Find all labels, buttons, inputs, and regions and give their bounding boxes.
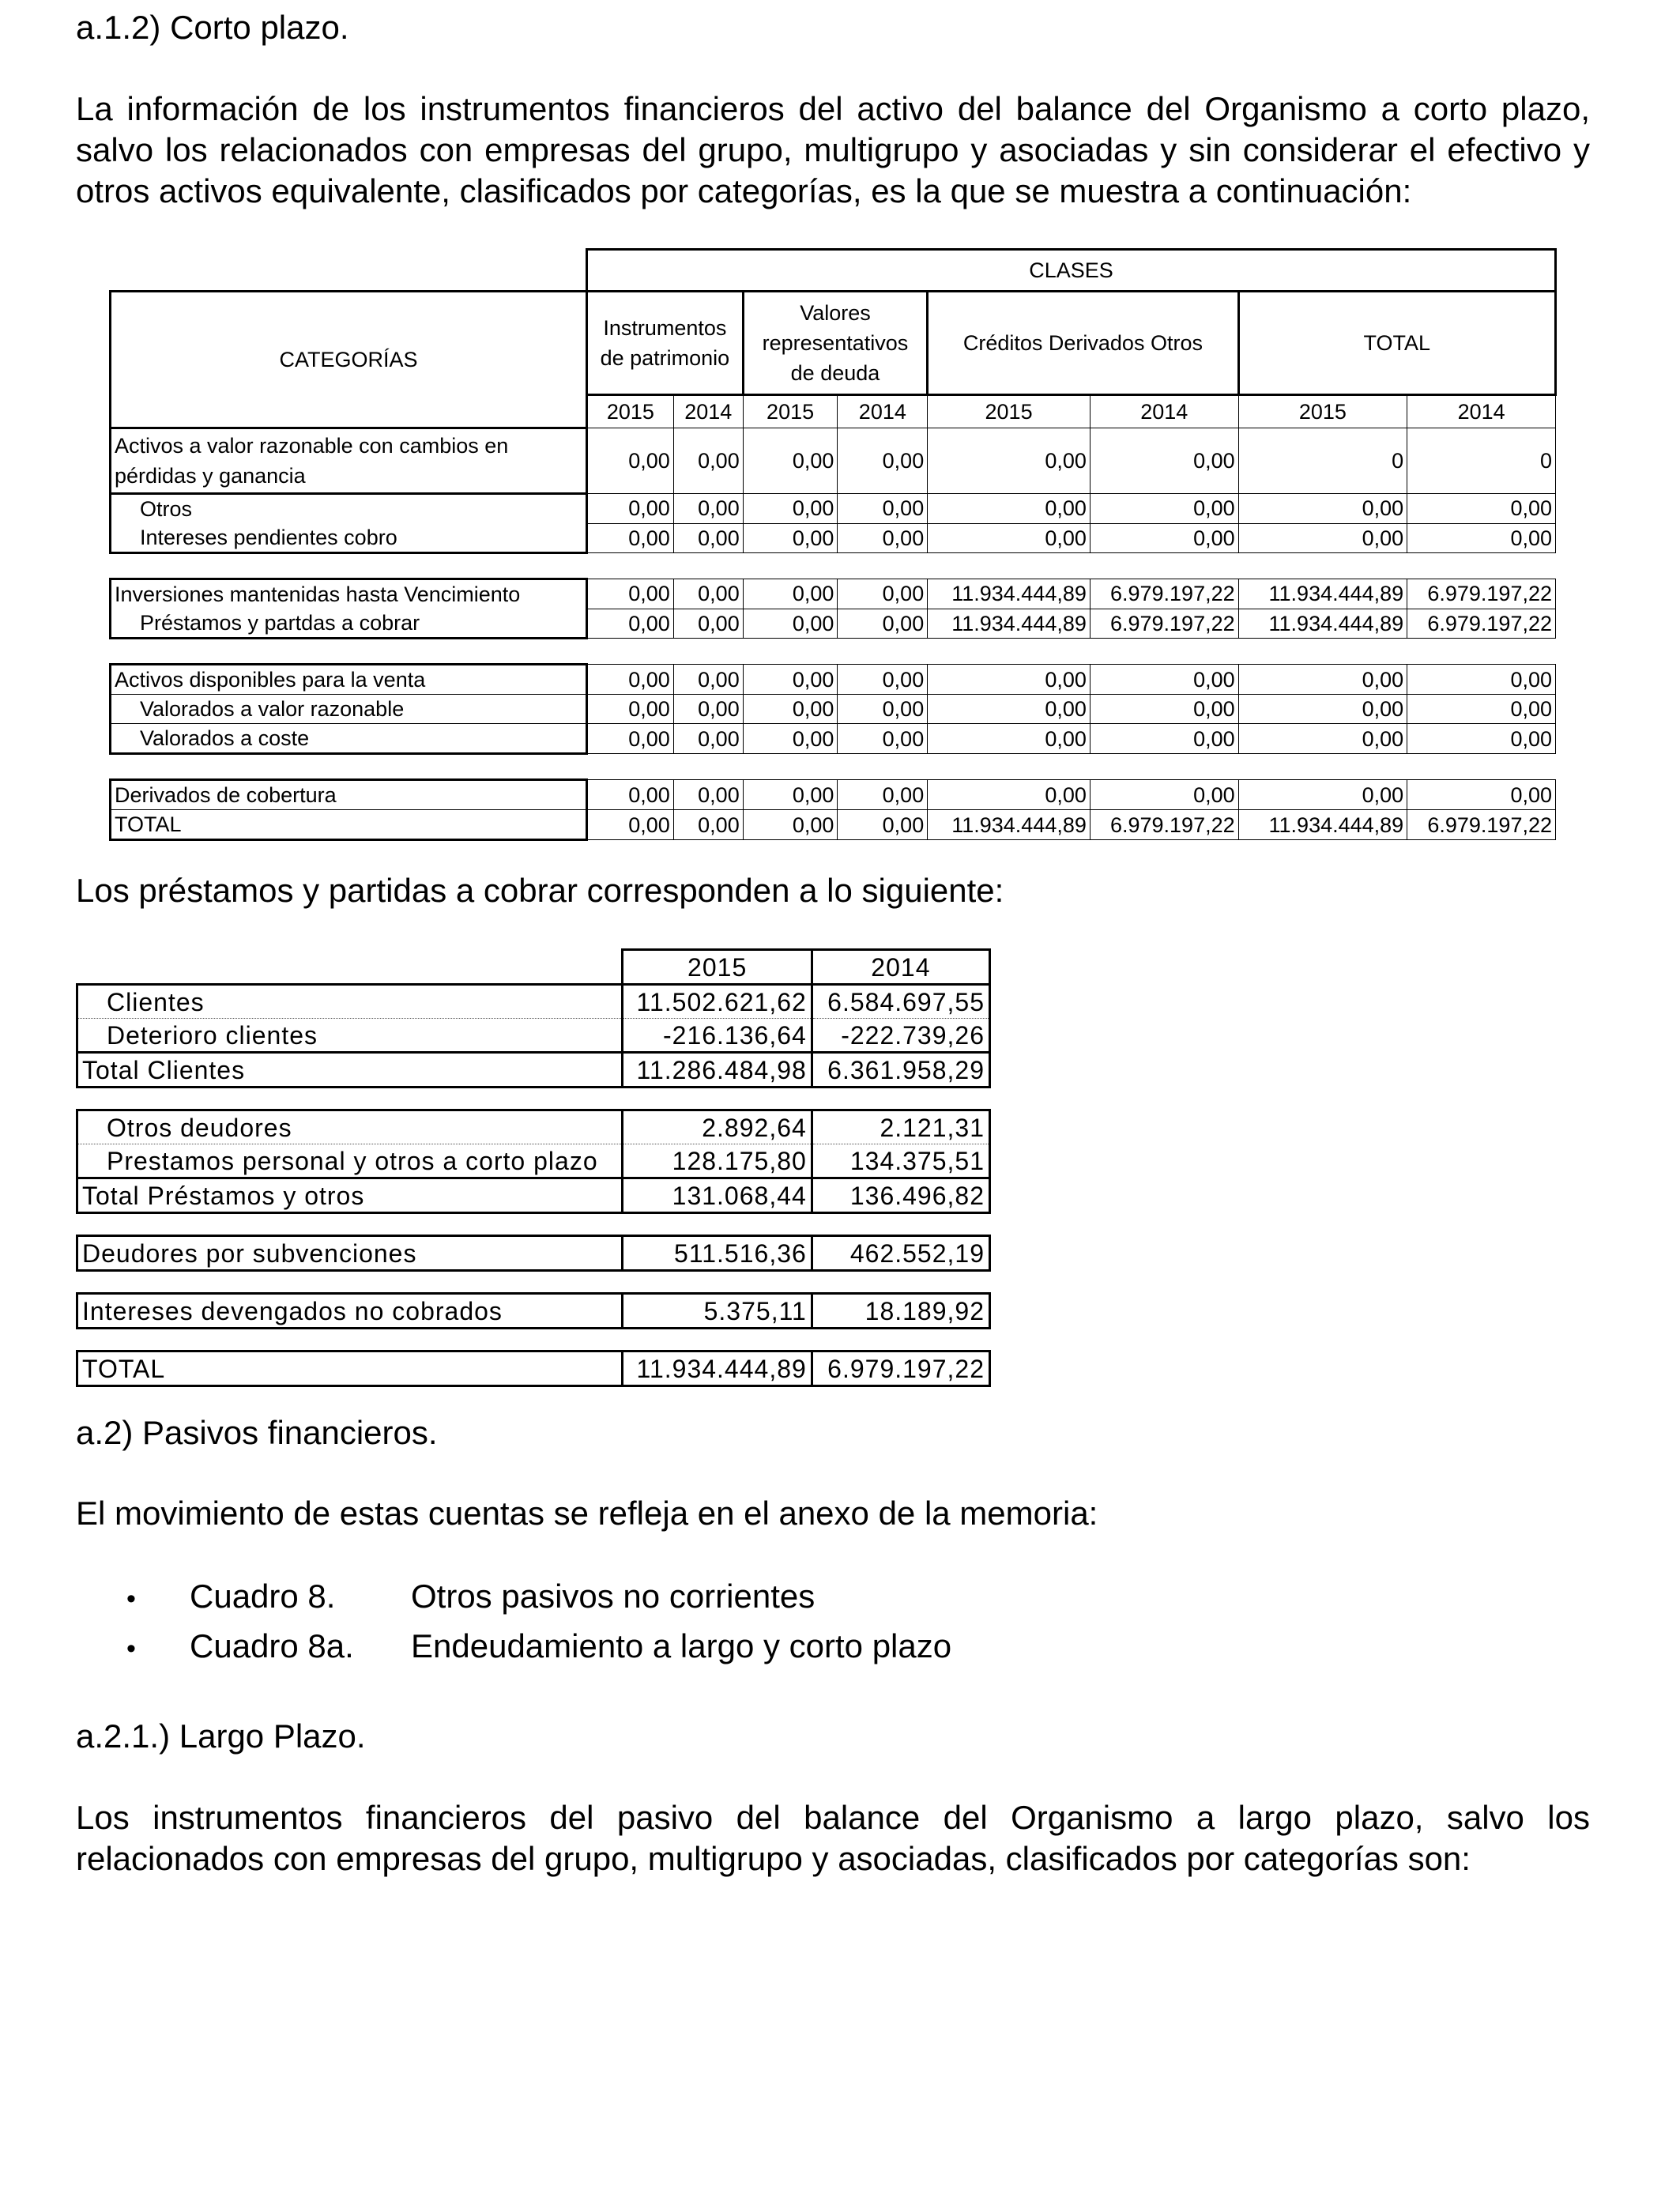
valores-line-1: Valores <box>800 300 871 325</box>
value-cell: 2.892,64 <box>623 1110 812 1144</box>
value-cell: 6.979.197,22 <box>1090 609 1238 639</box>
cuadro-text: Endeudamiento a largo y corto plazo <box>411 1627 952 1664</box>
table-row <box>111 428 1556 494</box>
value-cell: 11.934.444,89 <box>928 579 1090 609</box>
value-cell: 0,00 <box>1407 665 1556 695</box>
row-label: Total Clientes <box>77 1053 623 1088</box>
table-row <box>77 1019 990 1053</box>
value-cell: 0,00 <box>587 609 674 639</box>
section-heading-a12: a.1.2) Corto plazo. <box>76 9 349 46</box>
value-cell: 6.584.697,55 <box>812 985 989 1019</box>
value-cell: 0,00 <box>928 780 1090 810</box>
value-cell: 0,00 <box>743 523 838 553</box>
value-cell: 0,00 <box>673 665 743 695</box>
value-cell: 0,00 <box>838 494 928 524</box>
cuadros-list <box>126 1573 951 1672</box>
table-row-total <box>111 810 1556 840</box>
value-cell: 6.979.197,22 <box>1407 579 1556 609</box>
value-cell: 0,00 <box>838 695 928 724</box>
table-row <box>111 665 1556 695</box>
creditos-header: Créditos Derivados Otros <box>928 292 1238 395</box>
valores-line-2: representativos <box>762 330 909 355</box>
value-cell: 6.979.197,22 <box>1407 810 1556 840</box>
value-cell: 0,00 <box>587 579 674 609</box>
section-heading-a21: a.2.1.) Largo Plazo. <box>76 1717 366 1755</box>
value-cell: 0,00 <box>743 810 838 840</box>
value-cell: 0,00 <box>838 609 928 639</box>
value-cell: 0,00 <box>673 579 743 609</box>
value-cell: 0,00 <box>1090 494 1238 524</box>
value-cell: 0,00 <box>673 494 743 524</box>
value-cell: 6.979.197,22 <box>1090 810 1238 840</box>
value-cell: 0,00 <box>1090 665 1238 695</box>
cuadro-label: Cuadro 8a. <box>190 1627 354 1664</box>
value-cell: 0,00 <box>838 724 928 754</box>
valores-header <box>743 292 928 395</box>
year-cell: 2014 <box>673 394 743 428</box>
value-cell: 11.934.444,89 <box>928 609 1090 639</box>
year-header: 2014 <box>812 950 989 985</box>
value-cell: 6.979.197,22 <box>1090 579 1238 609</box>
row-label: Intereses pendientes cobro <box>111 523 587 553</box>
row-label: Derivados de cobertura <box>111 780 587 810</box>
row-label: Otros <box>111 494 587 524</box>
bullet-icon: • <box>126 1634 136 1664</box>
value-cell: 0,00 <box>1407 780 1556 810</box>
table-row <box>111 523 1556 553</box>
value-cell: 0,00 <box>1238 494 1407 524</box>
year-cell: 2014 <box>1407 394 1556 428</box>
value-cell: 6.979.197,22 <box>812 1351 989 1386</box>
table-row <box>111 695 1556 724</box>
value-cell: 0,00 <box>928 428 1090 494</box>
value-cell: 0,00 <box>587 695 674 724</box>
table-row <box>77 1110 990 1144</box>
row-label: Activos disponibles para la venta <box>111 665 587 695</box>
row-label: Inversiones mantenidas hasta Vencimiento <box>111 579 587 609</box>
year-cell: 2015 <box>928 394 1090 428</box>
row-label: Prestamos personal y otros a corto plazo <box>77 1144 623 1178</box>
bullet-icon: • <box>126 1584 136 1614</box>
value-cell: 0,00 <box>743 780 838 810</box>
value-cell: 511.516,36 <box>623 1236 812 1271</box>
row-label: TOTAL <box>77 1351 623 1386</box>
year-cell: 2015 <box>743 394 838 428</box>
row-label: Deterioro clientes <box>77 1019 623 1053</box>
value-cell: 462.552,19 <box>812 1236 989 1271</box>
value-cell: 0,00 <box>928 494 1090 524</box>
value-cell: 0,00 <box>928 695 1090 724</box>
value-cell: 0,00 <box>838 810 928 840</box>
value-cell: 0,00 <box>838 780 928 810</box>
total-header: TOTAL <box>1238 292 1555 395</box>
value-cell: 0,00 <box>1090 428 1238 494</box>
movimiento-paragraph: El movimiento de estas cuentas se refleja en el anexo de la memoria: <box>76 1495 1098 1532</box>
value-cell: 0 <box>1238 428 1407 494</box>
value-cell: 0,00 <box>838 665 928 695</box>
value-cell: 11.286.484,98 <box>623 1053 812 1088</box>
row-label: Otros deudores <box>77 1110 623 1144</box>
value-cell: 0 <box>1407 428 1556 494</box>
prestamos-table <box>76 948 991 1387</box>
table-row <box>77 1178 990 1213</box>
row-label: Valorados a coste <box>111 724 587 754</box>
year-cell: 2015 <box>1238 394 1407 428</box>
value-cell: 134.375,51 <box>812 1144 989 1178</box>
value-cell: 0,00 <box>587 724 674 754</box>
clases-table <box>109 248 1557 841</box>
value-cell: 0,00 <box>1407 695 1556 724</box>
table-row <box>77 1236 990 1271</box>
row-label: Préstamos y partdas a cobrar <box>111 609 587 639</box>
value-cell: 0,00 <box>587 428 674 494</box>
row-label: Total Préstamos y otros <box>77 1178 623 1213</box>
valores-line-3: de deuda <box>790 360 880 385</box>
instrumentos-header <box>587 292 744 395</box>
value-cell: 0,00 <box>928 523 1090 553</box>
value-cell: 0,00 <box>587 494 674 524</box>
row-label: Clientes <box>77 985 623 1019</box>
value-cell: 0,00 <box>1407 494 1556 524</box>
value-cell: 0,00 <box>838 579 928 609</box>
value-cell: 0,00 <box>673 428 743 494</box>
table-row <box>77 985 990 1019</box>
value-cell: 136.496,82 <box>812 1178 989 1213</box>
clases-header: CLASES <box>587 250 1556 292</box>
value-cell: -216.136,64 <box>623 1019 812 1053</box>
value-cell: 0,00 <box>743 609 838 639</box>
value-cell: 18.189,92 <box>812 1294 989 1329</box>
year-cell: 2015 <box>587 394 674 428</box>
value-cell: 0,00 <box>838 523 928 553</box>
row-label: Valorados a valor razonable <box>111 695 587 724</box>
section-heading-a2: a.2) Pasivos financieros. <box>76 1414 438 1451</box>
row-label: TOTAL <box>111 810 587 840</box>
value-cell: 0,00 <box>1090 780 1238 810</box>
value-cell: 0,00 <box>587 780 674 810</box>
prestamos-heading: Los préstamos y partidas a cobrar corresponden a lo siguiente: <box>76 872 1004 909</box>
cuadro-label: Cuadro 8. <box>190 1578 336 1615</box>
value-cell: 0,00 <box>673 810 743 840</box>
value-cell: 0,00 <box>1238 523 1407 553</box>
value-cell: 6.979.197,22 <box>1407 609 1556 639</box>
value-cell: 0,00 <box>1407 523 1556 553</box>
value-cell: 0,00 <box>673 780 743 810</box>
table-row <box>77 1144 990 1178</box>
row-label-line-2: pérdidas y ganancia <box>115 464 306 488</box>
value-cell: 0,00 <box>743 428 838 494</box>
value-cell: 128.175,80 <box>623 1144 812 1178</box>
instrumentos-line-1: Instrumentos <box>603 315 727 340</box>
value-cell: 0,00 <box>587 523 674 553</box>
value-cell: 0,00 <box>743 494 838 524</box>
table-row-total <box>77 1351 990 1386</box>
value-cell: 0,00 <box>1238 780 1407 810</box>
value-cell: 0,00 <box>1238 665 1407 695</box>
instrumentos-line-2: de patrimonio <box>600 345 730 370</box>
value-cell: 11.934.444,89 <box>623 1351 812 1386</box>
value-cell: 131.068,44 <box>623 1178 812 1213</box>
table-row <box>77 1294 990 1329</box>
value-cell: 0,00 <box>587 810 674 840</box>
value-cell: 0,00 <box>1090 724 1238 754</box>
categorias-header: CATEGORÍAS <box>111 292 587 428</box>
value-cell: 0,00 <box>1090 523 1238 553</box>
list-item <box>126 1573 951 1623</box>
table-row <box>111 494 1556 524</box>
value-cell: 0,00 <box>743 695 838 724</box>
value-cell: 0,00 <box>587 665 674 695</box>
year-header: 2015 <box>623 950 812 985</box>
table-row <box>77 1053 990 1088</box>
table-row <box>111 579 1556 609</box>
row-label: Deudores por subvenciones <box>77 1236 623 1271</box>
value-cell: 0,00 <box>1238 695 1407 724</box>
list-item <box>126 1623 951 1672</box>
value-cell: 0,00 <box>1407 724 1556 754</box>
intro-paragraph: La información de los instrumentos financieros del activo del balance del Organismo a corto plazo, salvo los relacionados con empresas del grupo, multigrupo y asociadas y sin considerar el efectivo y otros activos equivalente, clasificados por categorías, es la que se muestra a continuación: <box>76 90 1590 209</box>
table-row <box>111 780 1556 810</box>
table-row <box>111 609 1556 639</box>
value-cell: 5.375,11 <box>623 1294 812 1329</box>
row-label <box>111 428 587 494</box>
value-cell: 0,00 <box>673 724 743 754</box>
value-cell: 11.934.444,89 <box>1238 579 1407 609</box>
value-cell: 0,00 <box>743 579 838 609</box>
value-cell: 0,00 <box>743 724 838 754</box>
value-cell: 0,00 <box>673 523 743 553</box>
value-cell: 0,00 <box>1238 724 1407 754</box>
year-cell: 2014 <box>1090 394 1238 428</box>
cuadro-text: Otros pasivos no corrientes <box>411 1578 816 1615</box>
largo-plazo-paragraph: Los instrumentos financieros del pasivo del balance del Organismo a largo plazo, salvo los relacionados con empresas del grupo, multigrupo y asociadas, clasificados por categorías son: <box>76 1799 1590 1877</box>
value-cell: -222.739,26 <box>812 1019 989 1053</box>
row-label: Intereses devengados no cobrados <box>77 1294 623 1329</box>
value-cell: 2.121,31 <box>812 1110 989 1144</box>
row-label-line-1: Activos a valor razonable con cambios en <box>115 434 509 458</box>
value-cell: 11.934.444,89 <box>1238 609 1407 639</box>
value-cell: 11.502.621,62 <box>623 985 812 1019</box>
value-cell: 11.934.444,89 <box>1238 810 1407 840</box>
value-cell: 0,00 <box>838 428 928 494</box>
value-cell: 0,00 <box>673 695 743 724</box>
table-row <box>111 724 1556 754</box>
value-cell: 0,00 <box>1090 695 1238 724</box>
value-cell: 0,00 <box>928 724 1090 754</box>
value-cell: 0,00 <box>928 665 1090 695</box>
value-cell: 0,00 <box>673 609 743 639</box>
year-cell: 2014 <box>838 394 928 428</box>
value-cell: 11.934.444,89 <box>928 810 1090 840</box>
value-cell: 0,00 <box>743 665 838 695</box>
value-cell: 6.361.958,29 <box>812 1053 989 1088</box>
